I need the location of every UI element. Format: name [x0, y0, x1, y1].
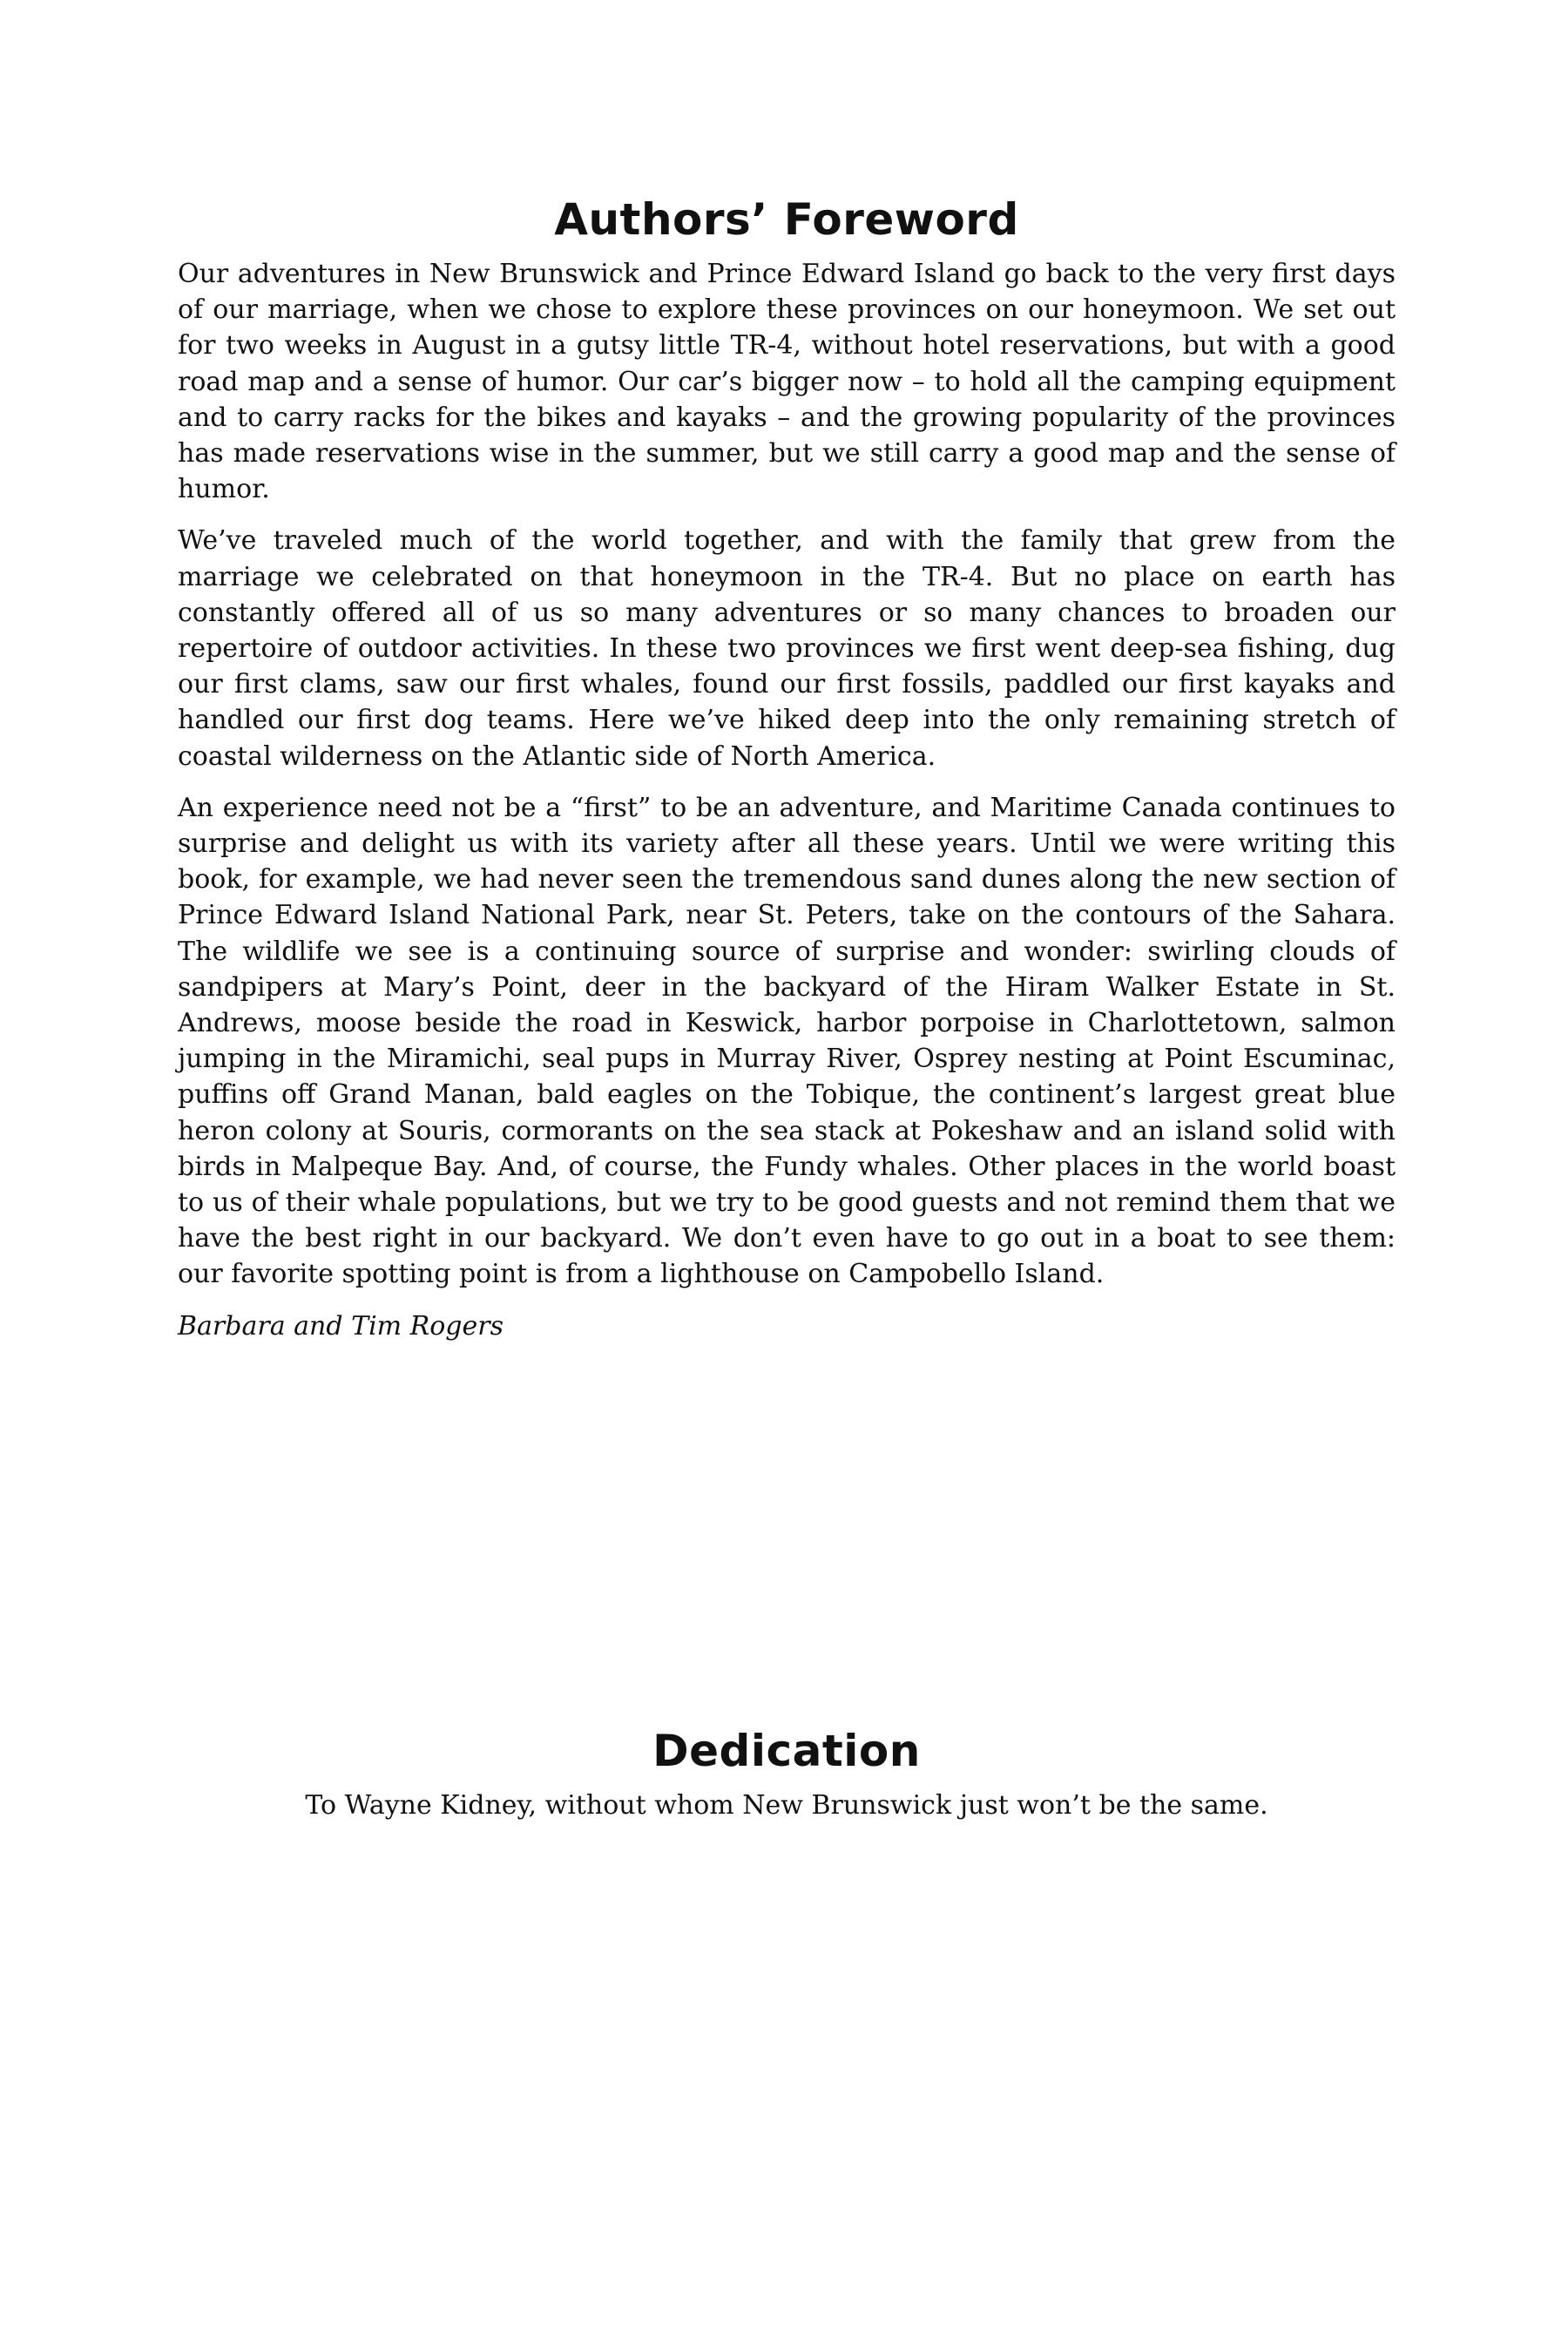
foreword-paragraph-2: We’ve traveled much of the world together, and with the family that grew from the marriage we celebrated on that honeymoon in the TR-4. But no place on earth has constantly offered all of us so many adventures or so many chances to broaden our repertoire of outdoor activities. In these two provinces we first went deep-sea fishing, dug our first clams, saw our first whales, found our first fossils, paddled our first kayaks and handled our first dog teams. Here we’ve hiked deep into the only remaining stretch of coastal wilderness on the Atlantic side of North America.: [178, 525, 1396, 772]
dedication-text: To Wayne Kidney, without whom New Brunswick just won’t be the same.: [305, 1790, 1268, 1821]
authors-foreword-section: [178, 193, 1396, 1344]
dedication-title: Dedication: [652, 1726, 921, 1776]
foreword-title: Authors’ Foreword: [554, 194, 1019, 245]
foreword-paragraph-3: An experience need not be a “first” to be an adventure, and Maritime Canada continues to surprise and delight us with its variety after all these years. Until we were writing this book, for example, we had never seen the tremendous sand dunes along the new section of Prince Edward Island National Park, near St. Peters, take on the contours of the Sahara. The wildlife we see is a continuing source of surprise and wonder: swirling clouds of sandpipers at Mary’s Point, deer in the backyard of the Hiram Walker Estate in St. Andrews, moose beside the road in Keswick, harbor porpoise in Charlottetown, salmon jumping in the Miramichi, seal pups in Murray River, Osprey nesting at Point Escuminac, puffins off Grand Manan, bald eagles on the Tobique, the continent’s largest great blue heron colony at Souris, cormorants on the sea stack at Pokeshaw and an island solid with birds in Malpeque Bay. And, of course, the Fundy whales. Other places in the world boast to us of their whale populations, but we try to be good guests and not remind them that we have the best right in our backyard. We don’t even have to go out in a boat to see them: our favorite spotting point is from a lighthouse on Campobello Island.: [178, 792, 1396, 1290]
dedication-section: [178, 1725, 1396, 1823]
foreword-paragraph-1: Our adventures in New Brunswick and Prince Edward Island go back to the very first days of our marriage, when we chose to explore these provinces on our honeymoon. We set out for two weeks in August in a gutsy little TR-4, without hotel reservations, but with a good road map and a sense of humor. Our car’s bigger now – to hold all the camping equipment and to carry racks for the bikes and kayaks – and the growing popularity of the provinces has made reservations wise in the summer, but we still carry a good map and the sense of humor.: [178, 259, 1396, 505]
foreword-signature: Barbara and Tim Rogers: [178, 1310, 504, 1342]
